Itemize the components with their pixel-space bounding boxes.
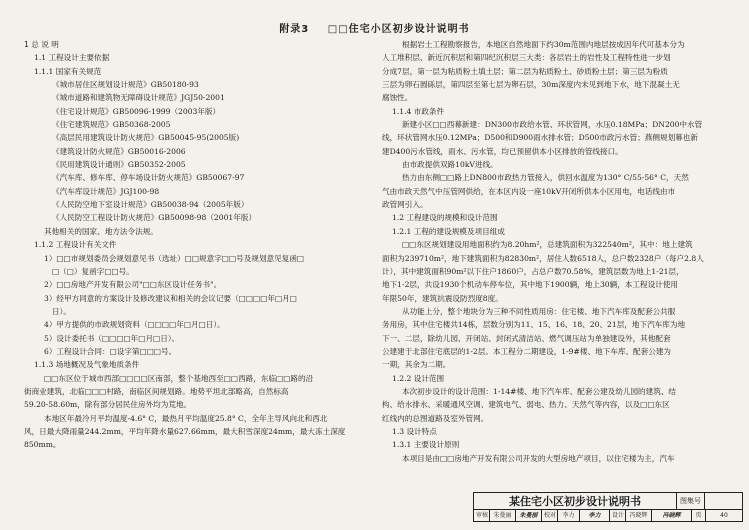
text-line: 线，环状管网水压0.12MPa；D500和D900雨水排水管；D500市政污水管；燕侧规划幕也新	[382, 133, 698, 143]
text-line: 《人民防空地下室设计规范》GB50038-94（2005年版）	[52, 200, 249, 210]
text-line: □□东区规划建设用地面积约为8.20hm²，总建筑面积为322540m²，其中：地上建筑	[402, 240, 693, 250]
text-line: 计），其中建筑面积90m²以下住户1860户，占总户数70.58%，建筑层数为地上1-21层，	[382, 266, 684, 276]
text-line: 新建小区□□西幕新建：DN300市政给水管、环状管网，水压0.18MPa；DN200中水管	[402, 120, 703, 130]
text-line: 《城市居住区规划设计规范》GB50180-93	[52, 80, 199, 90]
text-line: 一期，其余为二期。	[382, 360, 451, 370]
text-line: 其他相关的国家、地方法令法规。	[44, 226, 158, 236]
design-signature: 冯晓辉	[652, 510, 692, 521]
text-line: 《建筑设计防火规范》GB50016-2006	[52, 146, 186, 156]
text-line: 根据岩土工程勘察报告，本地区自然地面下约30m范围内地层按成因年代可基本分为	[402, 40, 685, 49]
page-label: 页	[692, 510, 706, 521]
document-title: □□住宅小区初步设计说明书	[327, 24, 470, 35]
right-column	[382, 38, 728, 465]
text-line: 年限50年，建筑抗震设防烈度8度。	[382, 293, 503, 303]
page-title	[0, 20, 749, 35]
title-block	[473, 492, 743, 522]
review-label: 审核	[476, 512, 489, 519]
text-line: 热力由东侧□□路上DN800市政热力管接入，供回水温度为130° C/55-56° C，天然	[402, 173, 689, 183]
text-line: 1.1.3 场地概况及气象地质条件	[34, 360, 140, 370]
text-line: 1.2.2 设计范围	[392, 373, 445, 383]
text-line: 分成7层，第一层为粘质粉土填土层；第二层为粘质粉土、砂质粉土层；第三层为粉质	[382, 66, 668, 76]
text-line: 由市政提供双路10kV进线。	[402, 160, 498, 170]
text-line: 《汽车库、修车库、停车场设计防火规范》GB50067-97	[52, 173, 245, 183]
text-line: 1.2 工程建设的规模和设计范围	[392, 213, 498, 223]
text-line: 公建建于北部住宅底层的1-2层。本工程分二期建设，1-9#楼、地下车库、配套公建为	[382, 346, 672, 356]
text-line: □（□）复函字□□号。	[52, 266, 134, 276]
text-line: 建D400污水管线，雨水、污水管，均已预留供本小区排放的管线接口。	[382, 146, 623, 156]
check-label: 校对	[544, 512, 557, 519]
text-line: 《汽车库设计规范》JGJ100-98	[52, 186, 160, 196]
text-line: 850mm。	[24, 440, 61, 450]
atlas-number-label: 图集号	[677, 493, 705, 510]
text-line: 地下1-2层，共设1930个机动车停车位，其中地下1900辆，地上30辆，本工程设计使用	[382, 280, 678, 290]
text-line: 《人民防空工程设计防火规范》GB50098-98（2001年版）	[52, 213, 257, 223]
page-number: 40	[720, 512, 728, 519]
text-line: 6）工程设计合同：□设字第□□□号。	[44, 346, 177, 356]
text-line: 日）。	[52, 306, 71, 316]
text-line: 面积为239710m²，地下建筑面积为82830m²，居住人数6518人，总户数2328户（每户2.8人	[382, 253, 704, 263]
text-line: 《城市道路和建筑物无障碍设计规范》JGJ50-2001	[52, 93, 225, 103]
text-line: 1.3 设计特点	[392, 426, 437, 436]
text-line: 2）□□房地产开发有限公司"□□东区设计任务书"。	[44, 280, 222, 290]
design-name: 冯晓辉	[626, 510, 652, 521]
text-line: 务用房，其中住宅楼共14栋，层数分别为11、15、16、18、20、21层，地下汽车库为地	[382, 320, 686, 330]
text-line: 《住宅设计规范》GB50096-1999（2003年版）	[52, 106, 221, 116]
text-line: 1.1.1 国家有关规范	[34, 66, 102, 76]
text-line: 1 总 说 明	[24, 40, 59, 49]
text-line: 1）□□市规划委员会规划意见书（选址）□□规意字□□号及规划意见复函□	[44, 253, 305, 263]
text-line: 从功能上分，整个地块分为三种不同性质用房：住宅楼、地下汽车库及配套公共服	[402, 306, 676, 316]
text-line: 《住宅建筑规范》GB50368-2005	[52, 120, 171, 130]
text-line: □□东区位于城市西部□□□□区南部，整个基地西至□□西路，东临□□路的沿	[44, 373, 314, 383]
text-line: 本次初步设计的设计范围：1-14#楼、地下汽车库、配套公建及幼儿园的建筑、结	[402, 386, 677, 396]
text-line: 构、给水排水、采暖通风空调、建筑电气、弱电、热力、天然气等内容，以及□□东区	[382, 400, 670, 410]
text-line: 1.1.4 市政条件	[392, 106, 445, 116]
review-signature: 朱曼丽	[516, 510, 542, 521]
text-line: 1.3.1 主要设计原则	[392, 440, 460, 450]
text-line: 本地区年最冷月平均温度-4.6° C，最热月平均温度25.8° C，全年主导风向北和西北	[44, 413, 328, 423]
text-line: 下一、二层，除幼儿园、开闭站、封闭式清洁站、燃气调压站为单独建设外，其他配套	[382, 333, 671, 343]
text-line: 1.1.2 工程设计有关文件	[34, 240, 117, 250]
text-line: 气由市政天然气中压管网供给，在本区内设一座10kV开闭所供本小区用电，电话线由市	[382, 186, 676, 196]
text-line: 风，日最大降雨量244.2mm，平均年降水量627.66mm，最大积雪深度24mm，最大冻土深度	[24, 426, 346, 436]
title-block-title: 某住宅小区初步设计说明书	[474, 493, 677, 510]
text-line: 《民用建筑设计通则》GB50352-2005	[52, 160, 186, 170]
text-line: 人工堆积层、新近沉积层和第四纪沉积层三大类：各层岩土的岩性及工程特性进一步划	[382, 53, 671, 63]
review-name: 朱曼丽	[490, 510, 516, 521]
text-line: 腐蚀性。	[382, 93, 413, 103]
atlas-number-value	[705, 493, 742, 510]
text-line: 3）经甲方同意的方案设计及修改建议和相关的会议记要（□□□□年□月□	[44, 293, 297, 303]
check-signature: 李力	[580, 510, 610, 521]
text-line: 59.20-58.60m，除有部分居民住房外均为荒地。	[24, 400, 192, 410]
text-line: 4）甲方提供的市政规划资料（□□□□年□月□日）。	[44, 320, 225, 330]
text-line: 红线内的总图道路及室外管网。	[382, 413, 489, 423]
check-name: 李力	[558, 510, 580, 521]
text-line: 政管网引入。	[382, 200, 428, 210]
left-column	[24, 38, 368, 452]
title-block-signature-row	[474, 510, 742, 521]
appendix-label: 附录3	[279, 24, 310, 35]
text-line: 1.1 工程设计主要依据	[34, 53, 110, 63]
text-line: 三层为卵石圆砾层，第四层至第七层为卵石层，30m深度内未见到地下水，地下混凝土无	[382, 80, 680, 90]
text-line: 1.2.1 工程的建设规模及项目组成	[392, 226, 505, 236]
design-label: 设计	[612, 512, 625, 519]
text-line: 5）设计委托书（□□□□年□月□日）。	[44, 333, 180, 343]
text-line: 本项目是由□□房地产开发有限公司开发的大型房地产项目，以住宅楼为主，汽车	[402, 453, 675, 463]
text-line: 街商业建筑，北临□□□村路，南临区间规划路。地势平坦北部略高，自然标高	[24, 386, 289, 396]
text-line: 《高层民用建筑设计防火规范》GB50045-95(2005版)	[52, 133, 240, 143]
